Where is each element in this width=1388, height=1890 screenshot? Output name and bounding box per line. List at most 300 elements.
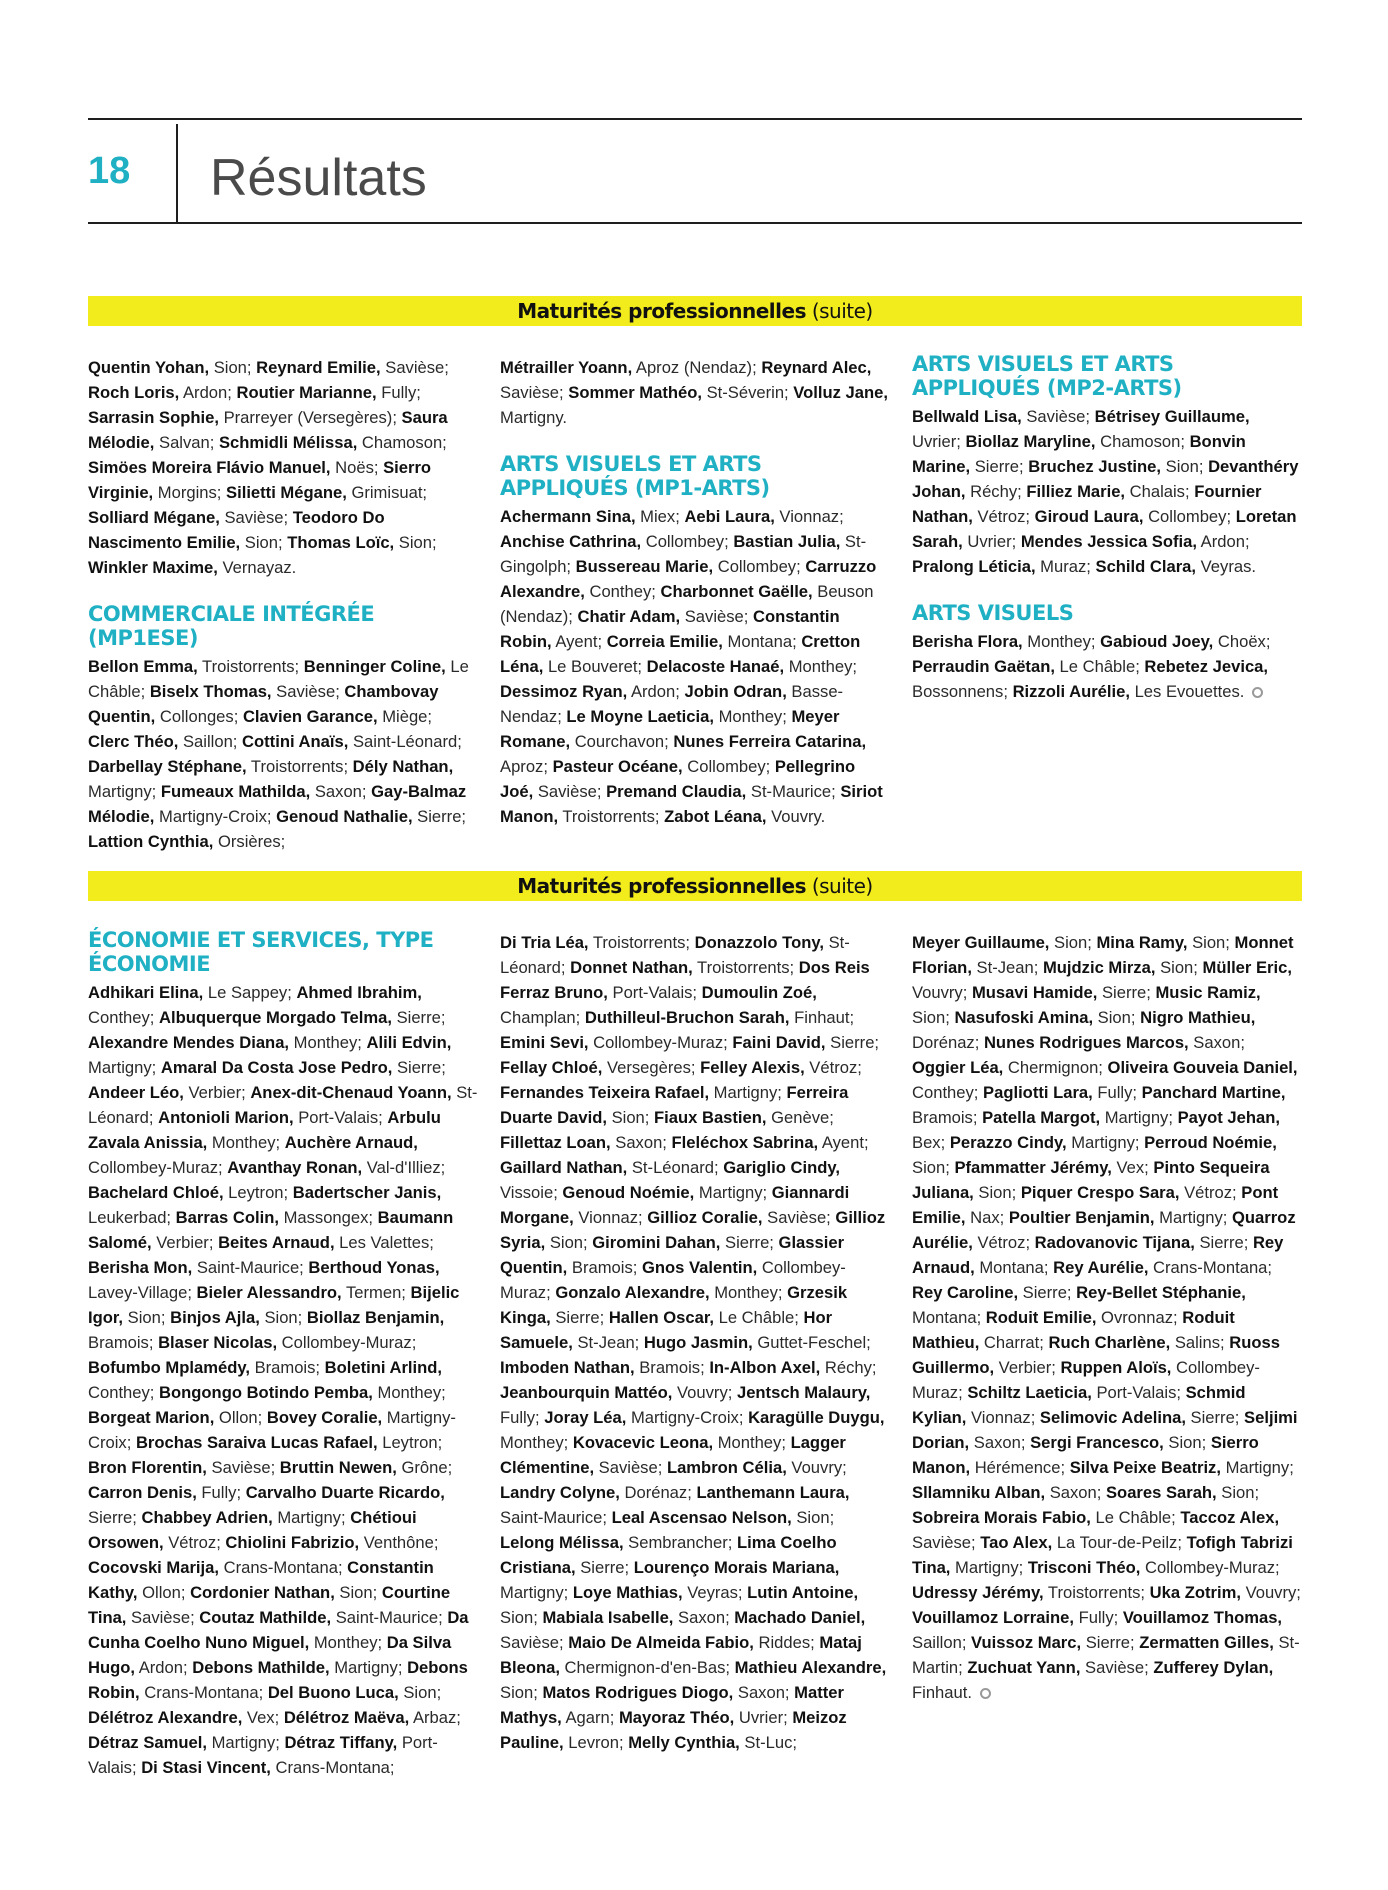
person-locality: Ovronnaz; (1096, 1308, 1183, 1327)
person-locality: Sion; (1161, 457, 1209, 476)
person-name: Pasteur Océane, (552, 757, 683, 776)
band-subtitle: (suite) (811, 299, 873, 323)
person-locality: Savièse; (1080, 1658, 1154, 1677)
person-locality: Conthey; (88, 1383, 160, 1402)
person-name: Fiaux Bastien, (654, 1108, 767, 1127)
person-name: Genoud Nathalie, (276, 807, 413, 826)
person-locality: Vétroz; (804, 1058, 862, 1077)
person-name: Meizoz Pauline, (500, 1708, 847, 1752)
person-locality: Salvan; (154, 433, 219, 452)
person-locality: Prarreyer (Versegères); (218, 408, 402, 427)
end-of-list-circle-icon (1252, 687, 1263, 698)
person-locality: Martigny; (1154, 1208, 1232, 1227)
person-locality: Leukerbad; (88, 1208, 176, 1227)
person-locality: Savièse; (762, 1208, 836, 1227)
person-locality: Saxon; (733, 1683, 795, 1702)
person-name: Coutaz Mathilde, (199, 1608, 332, 1627)
person-locality: Choëx; (1213, 632, 1271, 651)
person-locality: Vex; (242, 1708, 284, 1727)
person-name: Bijelic Igor, (88, 1283, 460, 1327)
person-locality: Monthey; (500, 1433, 573, 1452)
person-name: Détraz Samuel, (88, 1733, 207, 1752)
person-name: Matter Mathys, (500, 1683, 844, 1727)
person-name: Routier Marianne, (236, 383, 377, 402)
person-name: Di Tria Léa, (500, 933, 589, 952)
person-name: Sierro Virginie, (88, 458, 432, 502)
person-locality: Verbier; (994, 1358, 1061, 1377)
person-name: Jentsch Malaury, (736, 1383, 871, 1402)
person-locality: Collombey-Muraz; (500, 1258, 846, 1302)
person-locality: Martigny-Croix; (88, 1408, 456, 1452)
person-locality: Martigny; (1220, 1458, 1294, 1477)
person-locality: Massongex; (278, 1208, 378, 1227)
person-locality: Bramois; (567, 1258, 642, 1277)
name-list (912, 930, 1302, 1705)
person-name: Bruttin Newen, (279, 1458, 397, 1477)
name-list (912, 629, 1302, 704)
person-name: Bastian Julia, (733, 532, 841, 551)
person-name: Winkler Maxime, (88, 558, 218, 577)
person-locality: Monthey; (207, 1133, 285, 1152)
person-locality: Sion; (1049, 933, 1097, 952)
person-name: Lelong Mélissa, (500, 1533, 624, 1552)
person-locality: Sion; (398, 1683, 442, 1702)
person-name: Tao Alex, (980, 1533, 1053, 1552)
person-name: Kovacevic Leona, (572, 1433, 714, 1452)
person-locality: Saint-Léonard; (348, 732, 462, 751)
person-locality: Saillon; (912, 1633, 972, 1652)
person-locality: Martigny; (206, 1733, 285, 1752)
person-name: Fellay Chloé, (500, 1058, 603, 1077)
person-locality: Port-Valais; (1091, 1383, 1186, 1402)
person-name: Berthoud Yonas, (308, 1258, 440, 1277)
section2-column-1 (88, 928, 478, 1780)
person-name: Avanthay Ronan, (227, 1158, 363, 1177)
person-name: Pfammatter Jérémy, (954, 1158, 1112, 1177)
person-name: Constantin Kathy, (88, 1558, 434, 1602)
person-name: Soares Sarah, (1105, 1483, 1217, 1502)
person-name: Délétroz Maëva, (283, 1708, 410, 1727)
person-locality: St-Léonard; (88, 1083, 478, 1127)
person-locality: Savièse; (680, 607, 753, 626)
person-locality: Lavey-Village; (88, 1283, 197, 1302)
person-locality: Vouvry; (912, 983, 972, 1002)
person-locality: Saxon; (310, 782, 372, 801)
person-locality: Sierre; (575, 1558, 634, 1577)
person-name: Oliveira Gouveia Daniel, (1107, 1058, 1298, 1077)
person-locality: Val-d'Illiez; (362, 1158, 446, 1177)
person-locality: Le Châble; (1090, 1508, 1181, 1527)
person-name: Auchère Arnaud, (284, 1133, 418, 1152)
person-locality: Uvrier; (734, 1708, 793, 1727)
person-name: Bétrisey Guillaume, (1094, 407, 1250, 426)
person-name: Zuchuat Yann, (967, 1658, 1081, 1677)
person-name: Solliard Mégane, (88, 508, 220, 527)
person-locality: Sierre; (1194, 1233, 1253, 1252)
person-name: Silva Peixe Beatriz, (1069, 1458, 1221, 1477)
person-locality: Saxon; (673, 1608, 735, 1627)
person-name: Albuquerque Morgado Telma, (159, 1008, 392, 1027)
person-name: Chatir Adam, (577, 607, 681, 626)
person-name: Berisha Flora, (912, 632, 1023, 651)
person-locality: St-Séverin; (701, 383, 794, 402)
person-locality: Sierre; (720, 1233, 779, 1252)
person-locality: Saint-Maurice; (192, 1258, 309, 1277)
person-locality: Sierre; (970, 457, 1029, 476)
person-name: Thomas Loïc, (287, 533, 395, 552)
person-locality: Monthey; (713, 1433, 791, 1452)
person-name: Correia Emilie, (606, 632, 723, 651)
person-name: Pinto Sequeira Juliana, (912, 1158, 1270, 1202)
person-name: Schmid Kylian, (912, 1383, 1246, 1427)
person-name: Lattion Cynthia, (88, 832, 214, 851)
person-name: Da Silva Hugo, (88, 1633, 452, 1677)
person-name: Mathieu Alexandre, (734, 1658, 887, 1677)
person-name: Vouillamoz Lorraine, (912, 1608, 1074, 1627)
header-bottom-rule (88, 222, 1302, 224)
person-locality: Sion; (240, 533, 288, 552)
person-name: Jobin Odran, (684, 682, 787, 701)
person-name: Emini Sevi, (500, 1033, 589, 1052)
person-name: Uka Zotrim, (1149, 1583, 1241, 1602)
person-locality: Martigny; (329, 1658, 408, 1677)
person-name: Dumoulin Zoé, (701, 983, 817, 1002)
person-locality: Martigny; (1100, 1108, 1178, 1127)
person-name: Ruppen Aloïs, (1060, 1358, 1172, 1377)
person-locality: Troistorrents; (246, 757, 353, 776)
person-locality: Vouvry; (786, 1458, 847, 1477)
section1-column-1 (88, 355, 478, 854)
person-name: Constantin Robin, (500, 607, 840, 651)
person-name: Chétioui Orsowen, (88, 1508, 417, 1552)
person-name: Matos Rodrigues Diogo, (542, 1683, 734, 1702)
person-name: Mataj Bleona, (500, 1633, 862, 1677)
person-name: Schmidli Mélissa, (218, 433, 358, 452)
person-name: Fournier Nathan, (912, 482, 1262, 526)
person-name: Filliez Marie, (1026, 482, 1126, 501)
person-name: Bron Florentin, (88, 1458, 207, 1477)
person-locality: Martigny-Croix; (626, 1408, 749, 1427)
person-locality: Conthey; (912, 1083, 984, 1102)
person-locality: Monthey; (289, 1033, 367, 1052)
section-heading: ÉCONOMIE ET SERVICES, TYPE ÉCONOMIE (88, 928, 434, 976)
person-name: Zabot Léana, (664, 807, 767, 826)
person-name: Chabbey Adrien, (141, 1508, 273, 1527)
person-locality: Saillon; (178, 732, 243, 751)
person-name: Gay-Balmaz Mélodie, (88, 782, 467, 826)
person-locality: Aproz (Nendaz); (632, 358, 762, 377)
person-name: Andeer Léo, (88, 1083, 184, 1102)
person-locality: Fully; (196, 1483, 246, 1502)
person-name: Fernandes Teixeira Rafael, (500, 1083, 710, 1102)
person-locality: Sion; (259, 1308, 307, 1327)
person-locality: Sierre; (825, 1033, 880, 1052)
section-heading: ARTS VISUELS ET ARTS APPLIQUÉS (MP2-ARTS) (912, 352, 1182, 400)
person-name: Binjos Ajla, (170, 1308, 260, 1327)
person-locality: Savièse; (219, 508, 293, 527)
person-locality: Réchy; (965, 482, 1027, 501)
person-locality: Collombey; (1143, 507, 1236, 526)
person-locality: Saxon; (1045, 1483, 1106, 1502)
person-locality: Termen; (341, 1283, 411, 1302)
person-name: Chambovay Quentin, (88, 682, 439, 726)
person-locality: Bramois; (88, 1333, 159, 1352)
person-locality: Sierre; (1097, 983, 1156, 1002)
person-locality: Martigny; (950, 1558, 1028, 1577)
person-name: Pagliotti Lara, (983, 1083, 1093, 1102)
person-locality: Arbaz; (409, 1708, 461, 1727)
person-name: Mujdzic Mirza, (1042, 958, 1156, 977)
person-locality: Chalais; (1125, 482, 1195, 501)
person-name: Schiltz Laeticia, (967, 1383, 1092, 1402)
person-locality: St-Maurice; (746, 782, 841, 801)
person-name: Hallen Oscar, (608, 1308, 714, 1327)
person-locality: Sion; (1163, 1433, 1211, 1452)
person-name: Melly Cynthia, (628, 1733, 740, 1752)
person-locality: La Tour-de-Peilz; (1052, 1533, 1187, 1552)
person-name: Sergi Francesco, (1030, 1433, 1164, 1452)
person-name: Fillettaz Loan, (500, 1133, 611, 1152)
person-locality: Noës; (330, 458, 384, 477)
person-name: Rebetez Jevica, (1144, 657, 1269, 676)
person-locality: Vouvry; (1240, 1583, 1301, 1602)
person-locality: Savièse; (500, 1633, 569, 1652)
person-name: Mina Ramy, (1096, 933, 1188, 952)
person-locality: Muraz; (1035, 557, 1096, 576)
person-name: Borgeat Marion, (88, 1408, 215, 1427)
person-name: Délétroz Alexandre, (88, 1708, 243, 1727)
person-locality: Uvrier; (912, 432, 966, 451)
person-name: Rey Arnaud, (912, 1233, 1284, 1277)
name-list (88, 355, 478, 580)
person-locality: Monthey; (709, 1283, 788, 1302)
band-title: Maturités professionnelles (517, 299, 806, 323)
person-locality: Saint-Maurice; (500, 1508, 612, 1527)
person-locality: Hérémence; (970, 1458, 1070, 1477)
person-name: Genoud Noémie, (562, 1183, 695, 1202)
person-name: Duthilleul-Bruchon Sarah, (584, 1008, 790, 1027)
person-locality: Chamoson; (357, 433, 447, 452)
person-locality: Savièse; (1021, 407, 1095, 426)
person-name: Delacoste Hanaé, (646, 657, 785, 676)
person-locality: Vionnaz; (774, 507, 844, 526)
person-name: Anchise Cathrina, (500, 532, 642, 551)
person-locality: Troistorrents; (558, 807, 665, 826)
person-name: Ferreira Duarte David, (500, 1083, 849, 1127)
person-name: Nigro Mathieu, (1140, 1008, 1256, 1027)
person-locality: Bex; (912, 1133, 950, 1152)
person-name: Saura Mélodie, (88, 408, 448, 452)
person-name: Nunes Ferreira Catarina, (673, 732, 867, 751)
section-heading: ARTS VISUELS ET ARTS APPLIQUÉS (MP1-ARTS) (500, 452, 770, 500)
person-name: Adhikari Elina, (88, 983, 204, 1002)
person-locality: Leytron; (377, 1433, 443, 1452)
person-name: In-Albon Axel, (709, 1358, 821, 1377)
person-name: Gonzalo Alexandre, (555, 1283, 710, 1302)
person-name: Donnet Nathan, (570, 958, 693, 977)
person-locality: Finhaut. (912, 1683, 972, 1702)
person-locality: Crans-Montana; (270, 1758, 395, 1777)
person-name: Anex-dit-Chenaud Yoann, (250, 1083, 452, 1102)
person-name: Bachelard Chloé, (88, 1183, 224, 1202)
person-locality: Collombey-Muraz; (88, 1158, 228, 1177)
person-name: Poultier Benjamin, (1008, 1208, 1155, 1227)
person-locality: St-Gingolph; (500, 532, 867, 576)
person-name: Baumann Salomé, (88, 1208, 454, 1252)
person-locality: Beuson (Nendaz); (500, 582, 874, 626)
person-name: Achermann Sina, (500, 507, 636, 526)
person-name: Giroud Laura, (1034, 507, 1144, 526)
person-locality: Basse-Nendaz; (500, 682, 844, 726)
person-name: Grzesik Kinga, (500, 1283, 848, 1327)
person-locality: Collombey; (641, 532, 734, 551)
person-name: Benninger Coline, (303, 657, 446, 676)
person-name: Boletini Arlind, (324, 1358, 443, 1377)
person-name: Landry Colyne, (500, 1483, 620, 1502)
person-locality: St-Luc; (739, 1733, 797, 1752)
person-locality: St-Léonard; (500, 933, 850, 977)
person-name: Cordonier Nathan, (190, 1583, 335, 1602)
person-locality: Port-Valais; (293, 1108, 388, 1127)
person-locality: Saint-Maurice; (331, 1608, 448, 1627)
person-name: Music Ramiz, (1155, 983, 1261, 1002)
person-name: Gillioz Coralie, (647, 1208, 763, 1227)
name-list (500, 355, 890, 430)
person-locality: Charrat; (979, 1333, 1049, 1352)
person-locality: Sierre; (391, 1008, 446, 1027)
person-locality: Vétroz; (972, 1233, 1035, 1252)
person-name: Zermatten Gilles, (1139, 1633, 1274, 1652)
person-name: Darbellay Stéphane, (88, 757, 247, 776)
person-locality: Martigny; (694, 1183, 772, 1202)
person-name: Bellon Emma, (88, 657, 198, 676)
person-name: Bruchez Justine, (1028, 457, 1162, 476)
person-locality: Crans-Montana; (1148, 1258, 1273, 1277)
person-locality: Sion; (209, 358, 257, 377)
person-locality: Conthey; (584, 582, 661, 601)
person-locality: Verbier; (183, 1083, 251, 1102)
person-name: Perazzo Cindy, (949, 1133, 1067, 1152)
person-name: Arbulu Zavala Anissia, (88, 1108, 441, 1152)
person-locality: Grimisuat; (346, 483, 428, 502)
person-locality: Montana; (722, 632, 802, 651)
person-locality: Sion; (606, 1108, 655, 1127)
person-name: Charbonnet Gaëlle, (660, 582, 813, 601)
person-name: Lagger Clémentine, (500, 1433, 846, 1477)
section-band-1 (88, 296, 1302, 326)
person-locality: Port-Valais; (607, 983, 702, 1002)
person-name: Zufferey Dylan, (1153, 1658, 1274, 1677)
person-locality: Martigny; (88, 782, 161, 801)
person-locality: Bossonnens; (912, 682, 1013, 701)
person-locality: St-Léonard; (627, 1158, 724, 1177)
person-name: Pralong Léticia, (912, 557, 1036, 576)
person-locality: Monthey; (1022, 632, 1101, 651)
person-locality: Monthey; (713, 707, 792, 726)
person-locality: Collombey-Muraz; (277, 1333, 417, 1352)
person-locality: Sion; (394, 533, 437, 552)
person-name: Brochas Saraiva Lucas Rafael, (135, 1433, 378, 1452)
person-name: Premand Claudia, (606, 782, 747, 801)
person-name: Piquer Crespo Sara, (1020, 1183, 1180, 1202)
person-name: Udressy Jérémy, (912, 1583, 1044, 1602)
person-name: Meyer Guillaume, (912, 933, 1050, 952)
person-name: Simöes Moreira Flávio Manuel, (88, 458, 331, 477)
end-of-list-circle-icon (980, 1688, 991, 1699)
person-name: Donazzolo Tony, (694, 933, 824, 952)
person-name: Ahmed Ibrahim, (296, 983, 422, 1002)
person-locality: Versegères; (602, 1058, 701, 1077)
person-locality: Ardon; (1196, 532, 1250, 551)
person-name: Radovanovic Tijana, (1034, 1233, 1195, 1252)
section-heading: ARTS VISUELS (912, 601, 1074, 625)
section1-column-2 (500, 355, 890, 829)
person-locality: Le Bouveret; (543, 657, 647, 676)
person-name: Nasufoski Amina, (954, 1008, 1094, 1027)
person-locality: Miex; (635, 507, 685, 526)
person-locality: Ollon; (214, 1408, 267, 1427)
person-locality: Fully; (1073, 1608, 1123, 1627)
person-locality: Sion; (912, 1158, 955, 1177)
person-locality: Ayent; (551, 632, 607, 651)
person-locality: Troistorrents; (197, 657, 304, 676)
person-name: Monnet Florian, (912, 933, 1294, 977)
person-locality: Sion; (123, 1308, 171, 1327)
person-locality: Collombey-Muraz; (912, 1358, 1260, 1402)
person-locality: Venthône; (359, 1533, 439, 1552)
person-locality: Réchy; (820, 1358, 877, 1377)
person-name: Carron Denis, (88, 1483, 197, 1502)
person-name: Roch Loris, (88, 383, 180, 402)
person-name: Ruoss Guillermo, (912, 1333, 1280, 1377)
section-band-2 (88, 871, 1302, 901)
person-name: Oggier Léa, (912, 1058, 1004, 1077)
person-locality: Aproz; (500, 757, 553, 776)
person-name: Cottini Anaïs, (242, 732, 349, 751)
person-name: Di Stasi Vincent, (141, 1758, 271, 1777)
person-name: Perroud Noémie, (1144, 1133, 1277, 1152)
person-locality: Sion; (973, 1183, 1021, 1202)
name-list (88, 654, 478, 854)
person-name: Maio De Almeida Fabio, (568, 1633, 754, 1652)
header-divider (176, 124, 178, 222)
person-locality: Champlan; (500, 1008, 585, 1027)
person-name: Meyer Romane, (500, 707, 840, 751)
person-name: Antonioli Marion, (158, 1108, 294, 1127)
person-name: Patella Margot, (982, 1108, 1101, 1127)
person-name: Hor Samuele, (500, 1308, 833, 1352)
person-name: Amaral Da Costa Jose Pedro, (160, 1058, 393, 1077)
person-locality: Monthey; (309, 1633, 387, 1652)
person-locality: Troistorrents; (692, 958, 799, 977)
person-name: Pellegrino Joé, (500, 757, 856, 801)
person-locality: Fully; (376, 383, 421, 402)
person-name: Bovey Coralie, (266, 1408, 383, 1427)
person-locality: Le Châble; (1054, 657, 1145, 676)
person-locality: Fully; (500, 1408, 545, 1427)
person-name: Gillioz Syria, (500, 1208, 886, 1252)
person-name: Vouillamoz Thomas, (1122, 1608, 1283, 1627)
person-name: Mayoraz Théo, (618, 1708, 735, 1727)
person-locality: St-Jean; (572, 1333, 644, 1352)
person-name: Musavi Hamide, (971, 983, 1098, 1002)
person-locality: Finhaut; (789, 1008, 855, 1027)
person-locality: Sion; (334, 1583, 382, 1602)
person-name: Biollaz Maryline, (965, 432, 1096, 451)
person-locality: Crans-Montana; (139, 1683, 268, 1702)
person-name: Seljimi Dorian, (912, 1408, 1298, 1452)
person-name: Glassier Quentin, (500, 1233, 845, 1277)
